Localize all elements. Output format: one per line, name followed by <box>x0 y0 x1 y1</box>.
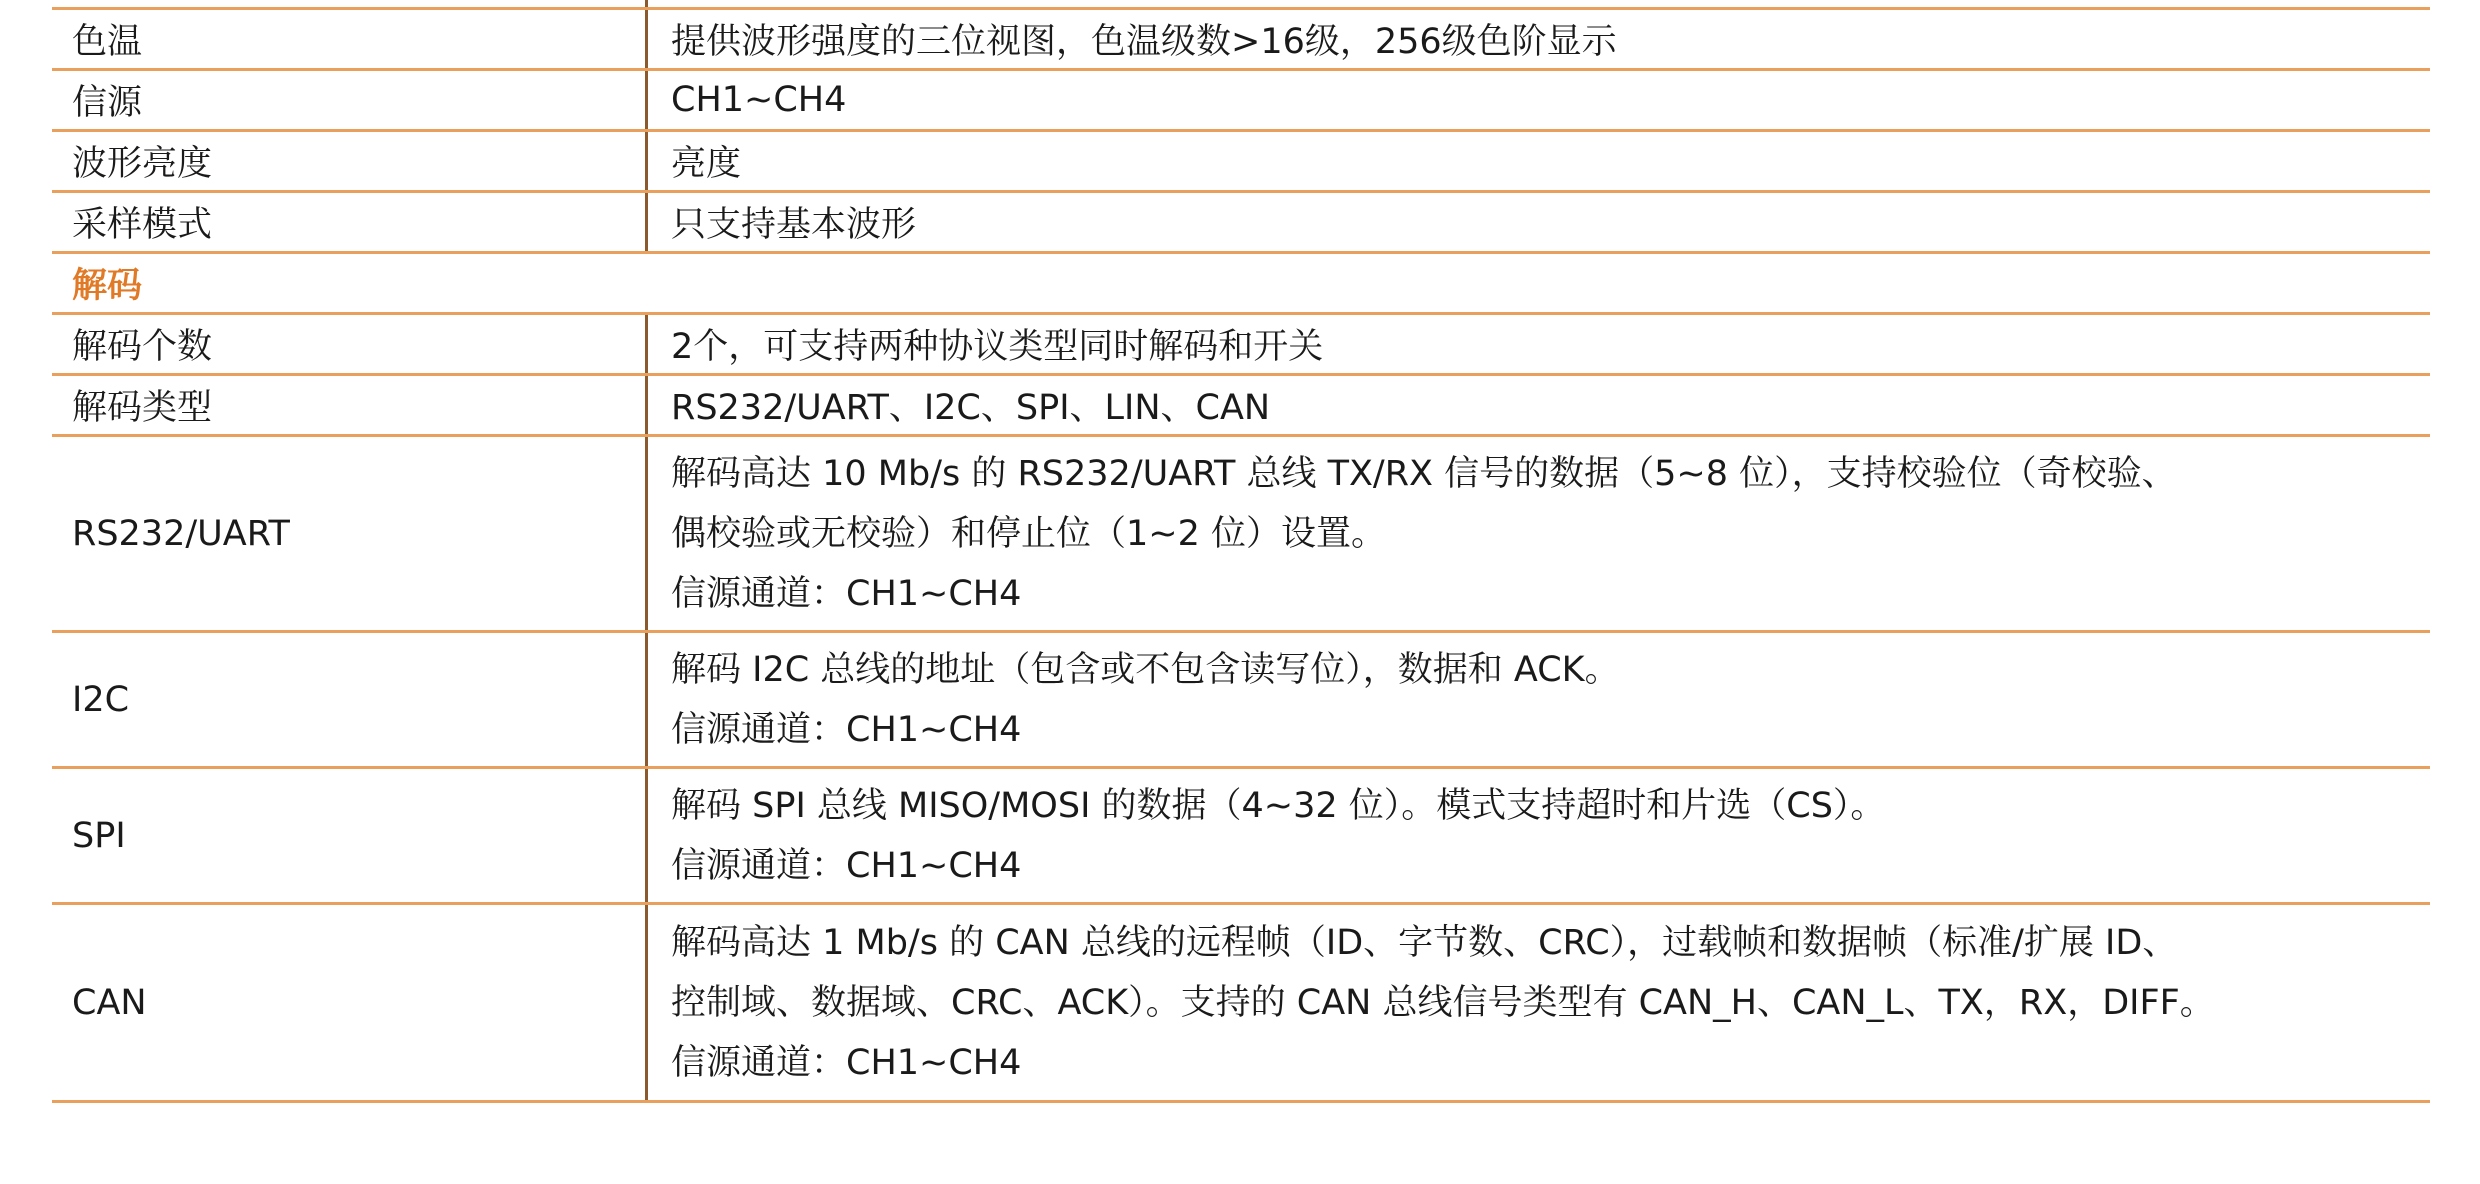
row-label: 解码个数 <box>72 327 213 367</box>
table-row-can <box>52 905 2430 1103</box>
row-label: I2C <box>72 679 130 720</box>
row-label: 采样模式 <box>72 205 213 245</box>
column-divider <box>645 905 648 1100</box>
table-row-rs232 <box>52 437 2430 633</box>
row-label: 信源 <box>72 83 143 123</box>
row-value <box>671 905 2430 1100</box>
row-label: 色温 <box>72 22 143 62</box>
value-line: 信源通道：CH1~CH4 <box>671 573 1022 614</box>
column-divider <box>645 132 648 190</box>
column-divider <box>645 769 648 902</box>
value-line: 偶校验或无校验）和停止位（1~2 位）设置。 <box>671 513 1386 554</box>
table-row <box>52 376 2430 437</box>
value-line: 信源通道：CH1~CH4 <box>671 1042 1022 1083</box>
value-line: 解码 I2C 总线的地址（包含或不包含读写位），数据和 ACK。 <box>671 649 1620 690</box>
value-line: 解码高达 10 Mb/s 的 RS232/UART 总线 TX/RX 信号的数据（5~8 位），支持校验位（奇校验、 <box>671 453 2177 494</box>
column-divider <box>645 315 648 373</box>
value-line: 控制域、数据域、CRC、ACK）。支持的 CAN 总线信号类型有 CAN_H、CAN_L、TX，RX，DIFF。 <box>671 982 2215 1023</box>
row-label: 波形亮度 <box>72 144 213 184</box>
table-row-cutoff <box>52 0 2430 10</box>
section-header <box>52 254 2430 315</box>
row-label: RS232/UART <box>72 513 290 554</box>
table-row-spi <box>52 769 2430 905</box>
column-divider <box>645 633 648 766</box>
table-row <box>52 132 2430 193</box>
value-line: 解码高达 1 Mb/s 的 CAN 总线的远程帧（ID、字节数、CRC），过载帧和数据帧（标准/扩展 ID、 <box>671 922 2178 963</box>
table-row-i2c <box>52 633 2430 769</box>
row-label: 解码类型 <box>72 388 213 428</box>
table-row <box>52 193 2430 254</box>
value-line: 信源通道：CH1~CH4 <box>671 845 1022 886</box>
table-row <box>52 10 2430 71</box>
column-divider <box>645 0 648 7</box>
row-value: CH1~CH4 <box>671 80 847 120</box>
row-value <box>671 633 2430 766</box>
row-value: 亮度 <box>671 144 742 184</box>
row-label: CAN <box>72 982 147 1023</box>
column-divider <box>645 376 648 434</box>
row-value <box>671 769 2430 902</box>
table-row <box>52 71 2430 132</box>
column-divider <box>645 437 648 630</box>
column-divider <box>645 10 648 68</box>
column-divider <box>645 193 648 251</box>
row-value <box>671 437 2430 630</box>
row-value: 2个，可支持两种协议类型同时解码和开关 <box>671 327 1324 367</box>
row-value: 只支持基本波形 <box>671 205 917 245</box>
row-label: SPI <box>72 815 126 856</box>
row-value: RS232/UART、I2C、SPI、LIN、CAN <box>671 388 1271 428</box>
table-row <box>52 315 2430 376</box>
value-line: 解码 SPI 总线 MISO/MOSI 的数据（4~32 位）。模式支持超时和片选（CS）。 <box>671 785 1886 826</box>
column-divider <box>645 71 648 129</box>
spec-table <box>52 0 2430 1103</box>
row-value: 提供波形强度的三位视图，色温级数>16级，256级色阶显示 <box>671 22 1617 62</box>
value-line: 信源通道：CH1~CH4 <box>671 709 1022 750</box>
section-title: 解码 <box>72 266 143 306</box>
